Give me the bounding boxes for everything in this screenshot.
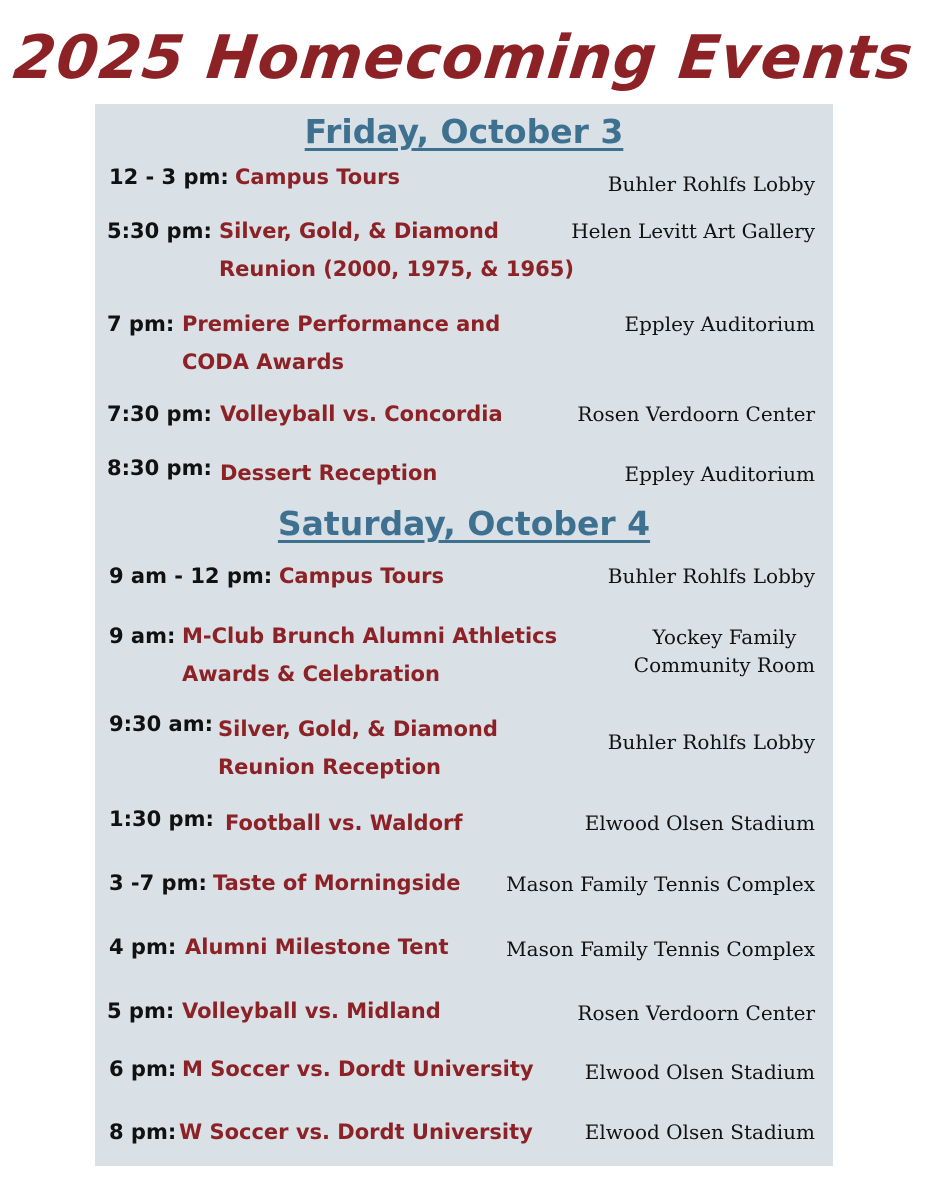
schedule-panel xyxy=(95,104,833,1166)
event-name: Football vs. Waldorf xyxy=(225,811,463,835)
day-heading-friday: Friday, October 3 xyxy=(304,112,624,151)
event-time: 9 am: xyxy=(109,624,176,648)
day-heading-saturday: Saturday, October 4 xyxy=(277,504,651,543)
event-location: Buhler Rohlfs Lobby xyxy=(607,564,815,588)
event-location: Rosen Verdoorn Center xyxy=(577,402,815,426)
event-name: Dessert Reception xyxy=(220,461,438,485)
event-time: 1:30 pm: xyxy=(109,807,214,831)
event-location: Rosen Verdoorn Center xyxy=(577,1001,815,1025)
event-location: Elwood Olsen Stadium xyxy=(584,1120,815,1144)
event-time: 7:30 pm: xyxy=(107,402,212,426)
event-name: M Soccer vs. Dordt University xyxy=(182,1057,534,1081)
event-location: Helen Levitt Art Gallery xyxy=(571,219,815,243)
event-location: Eppley Auditorium xyxy=(624,462,815,486)
event-time: 8 pm: xyxy=(109,1120,177,1144)
event-name: Silver, Gold, & Diamond Reunion (2000, 1975, & 1965) xyxy=(219,219,574,281)
event-name: Campus Tours xyxy=(279,564,445,588)
event-name: W Soccer vs. Dordt University xyxy=(179,1120,533,1144)
event-time: 9 am - 12 pm: xyxy=(109,564,273,588)
event-name: Campus Tours xyxy=(235,165,401,189)
event-location: Mason Family Tennis Complex xyxy=(506,872,815,896)
event-time: 7 pm: xyxy=(107,312,175,336)
event-location: Buhler Rohlfs Lobby xyxy=(607,172,815,196)
page-title: 2025 Homecoming Events xyxy=(10,23,917,93)
event-time: 5 pm: xyxy=(107,999,175,1023)
event-name: Premiere Performance and CODA Awards xyxy=(182,312,501,374)
event-time: 3 -7 pm: xyxy=(109,871,207,895)
event-location: Elwood Olsen Stadium xyxy=(584,811,815,835)
event-time: 9:30 am: xyxy=(109,712,213,736)
event-location: Eppley Auditorium xyxy=(624,312,815,336)
event-name: M-Club Brunch Alumni Athletics Awards & Celebration xyxy=(182,624,558,686)
event-time: 4 pm: xyxy=(109,935,177,959)
event-location: Mason Family Tennis Complex xyxy=(506,937,815,961)
event-name: Volleyball vs. Concordia xyxy=(220,402,503,426)
event-time: 8:30 pm: xyxy=(107,456,212,480)
event-name: Taste of Morningside xyxy=(213,871,461,895)
event-time: 6 pm: xyxy=(109,1057,177,1081)
event-location: Elwood Olsen Stadium xyxy=(584,1060,815,1084)
event-location: Yockey Family Community Room xyxy=(633,625,815,677)
event-time: 12 - 3 pm: xyxy=(109,165,229,189)
event-name: Volleyball vs. Midland xyxy=(182,999,441,1023)
event-location: Buhler Rohlfs Lobby xyxy=(607,730,815,754)
event-time: 5:30 pm: xyxy=(107,219,212,243)
event-name: Alumni Milestone Tent xyxy=(185,935,449,959)
event-name: Silver, Gold, & Diamond Reunion Reception xyxy=(218,717,498,779)
